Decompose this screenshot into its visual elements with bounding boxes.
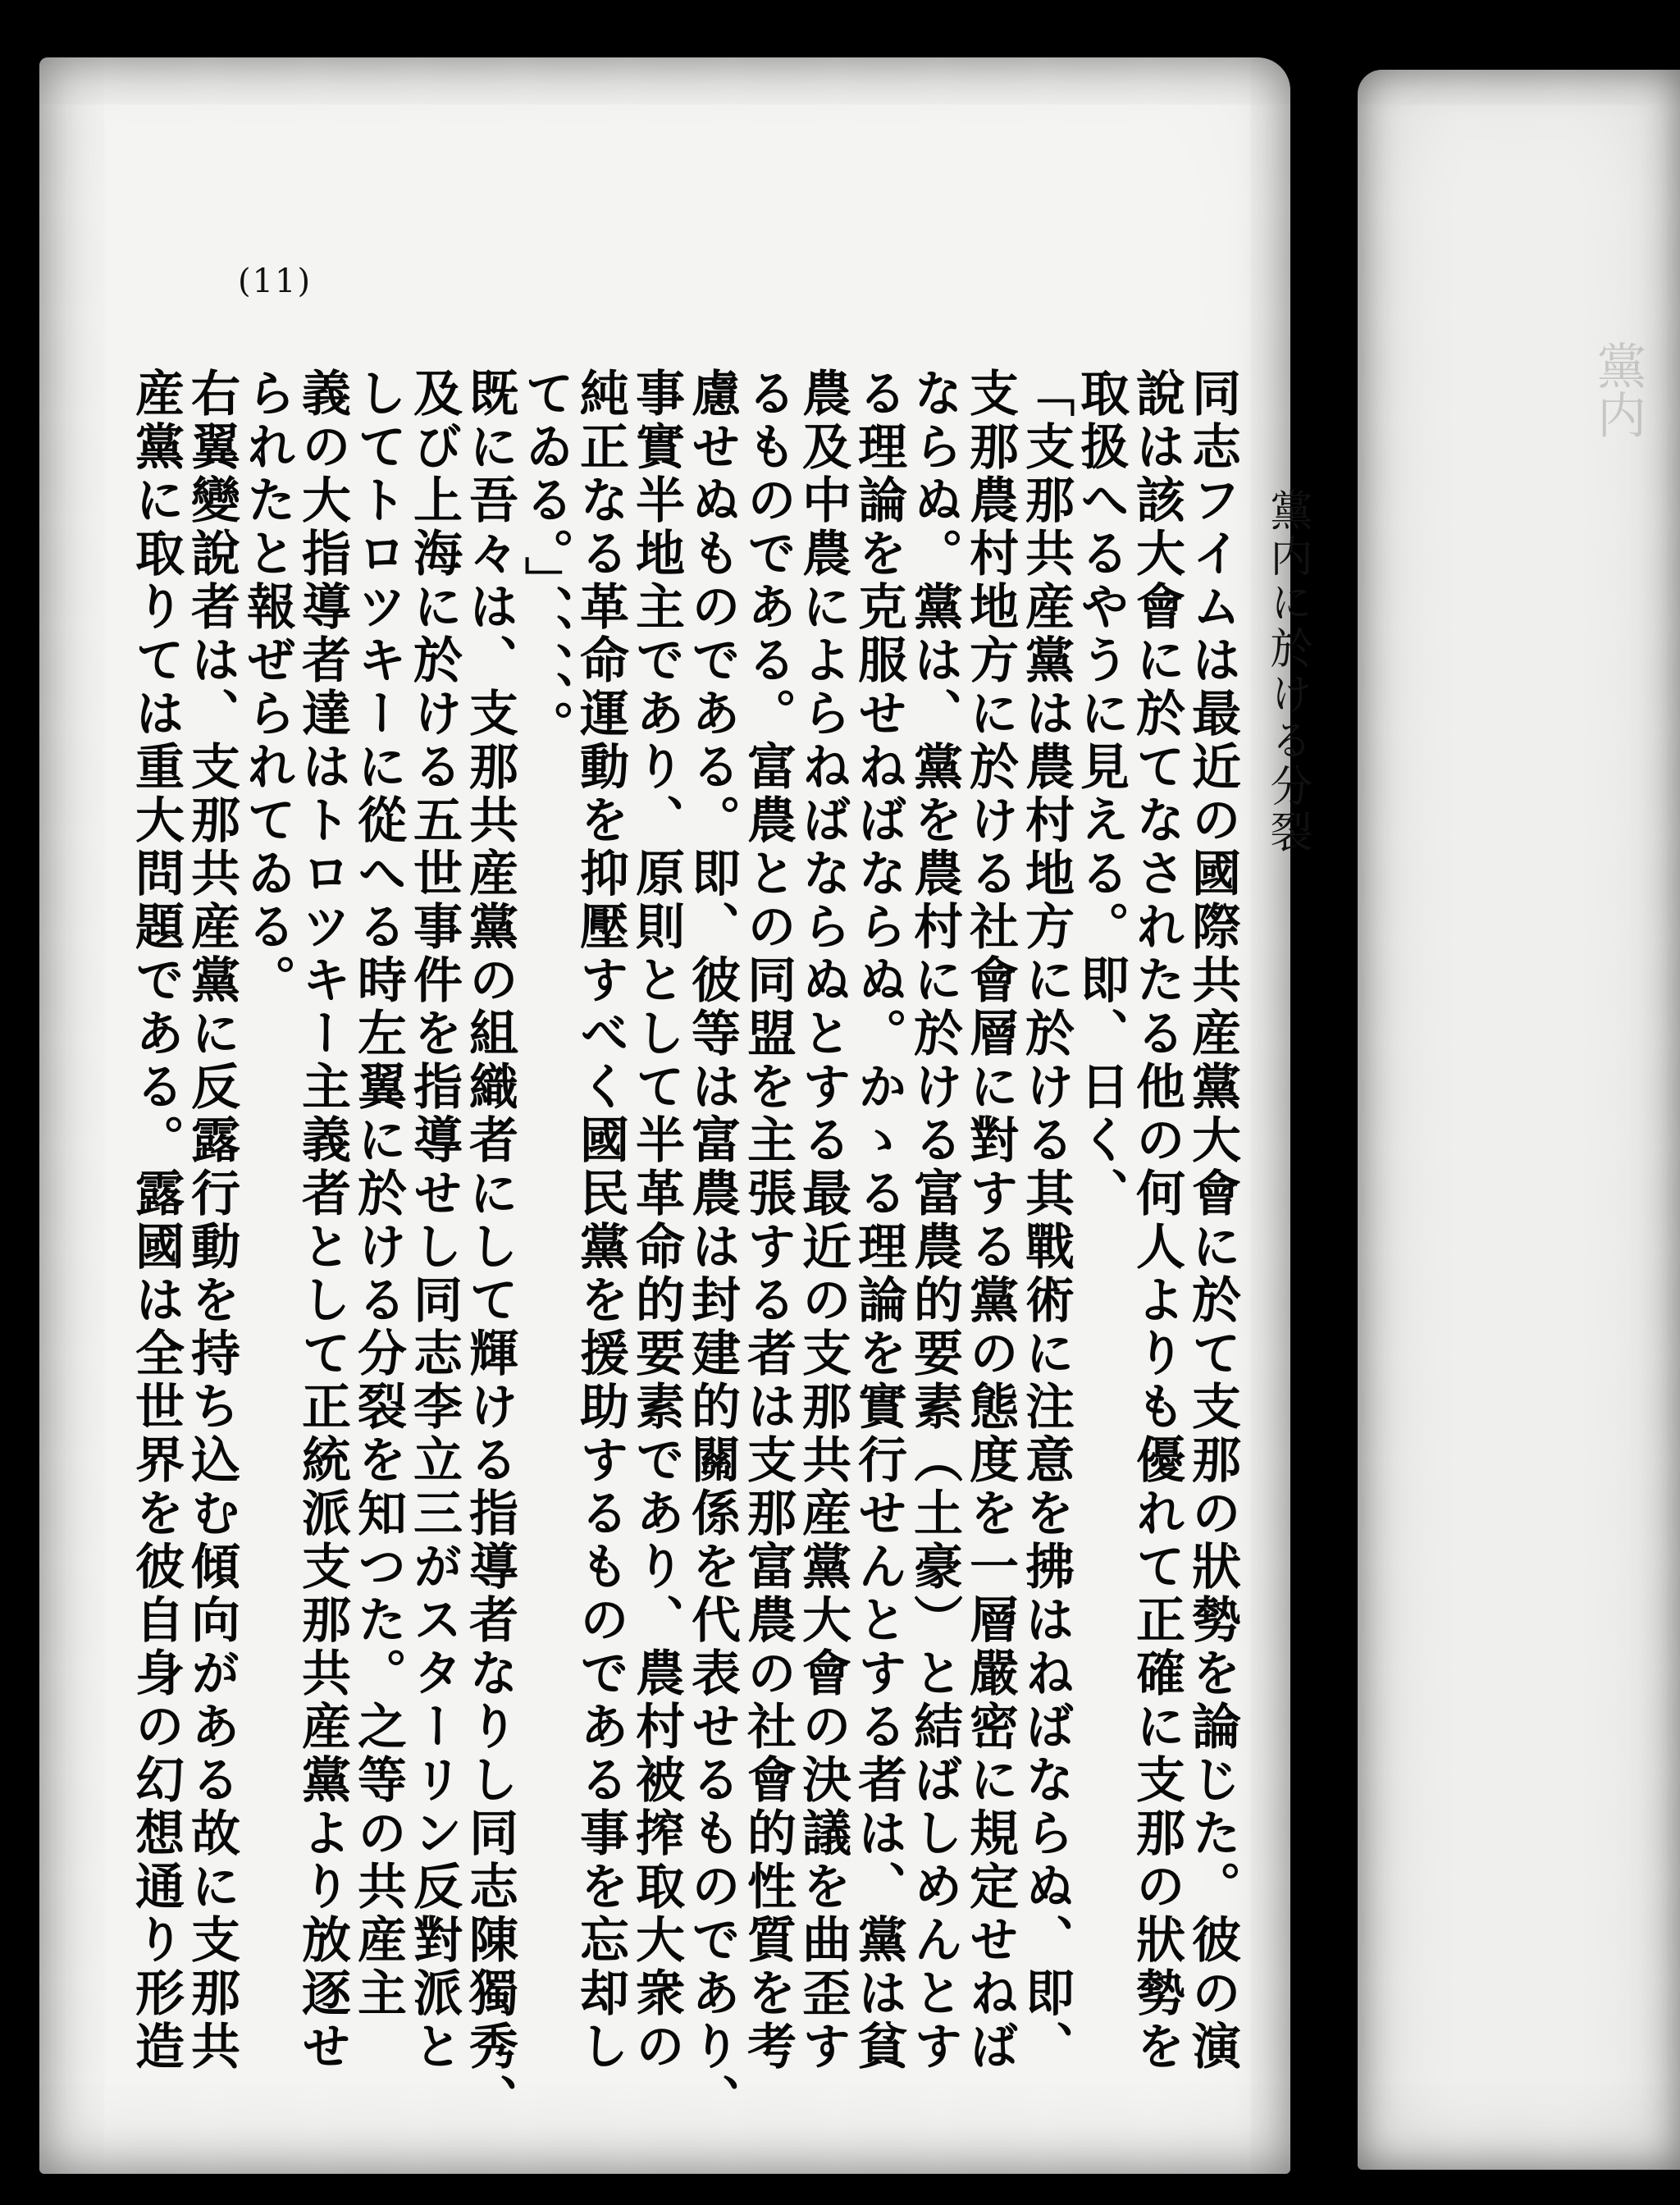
text-column-7: る理論を克服せねばならぬ。かゝる理論を實行せんとする者は、黨は貧	[850, 368, 907, 2074]
text-column-15: 及び上海に於ける五世事件を指導せし同志李立三がスターリン反對派と	[405, 368, 463, 2074]
text-column-13: てゐる。」、、、、。	[517, 368, 574, 753]
text-column-14: 既に吾々は、支那共産黨の組織者にして輝ける指導者なりし同志陳獨秀、	[461, 368, 518, 2127]
section-heading: 黨内に於ける分裂	[1262, 488, 1312, 856]
text-column-4: 「支那共産黨は農村地方に於ける其戰術に注意を拂はねばならぬ、即、	[1017, 368, 1075, 2074]
text-column-6: ならぬ。黨は、黨を農村に於ける富農的要素（土豪）と結ばしめんとす	[906, 368, 963, 2074]
text-column-18: られたと報ぜられてゐる。	[239, 368, 296, 1007]
text-column-2: 說は該大會に於てなされたる他の何人よりも優れて正確に支那の狀勢を	[1128, 368, 1185, 2074]
next-page-edge	[1358, 70, 1680, 2170]
text-column-9: るものである。富農との同盟を主張する者は支那富農の社會的性質を考	[739, 368, 797, 2074]
text-column-1: 同志フイムは最近の國際共産黨大會に於て支那の狀勢を論じた。彼の演	[1184, 368, 1241, 2074]
text-column-17: 義の大指導者達はトロツキー主義者として正統派支那共産黨より放逐せ	[294, 368, 351, 2074]
text-column-3: 取扱へるやうに見える。即、日く、	[1072, 368, 1130, 1221]
page-number: (11)	[238, 262, 313, 300]
next-page-bleed-text: 黨内	[1589, 340, 1646, 439]
text-column-5: 支那農村地方に於ける社會層に對する黨の態度を一層嚴密に規定せねば	[961, 368, 1019, 2074]
text-column-16: してトロツキーに從へる時左翼に於ける分裂を知つた。之等の共産主	[349, 368, 407, 2020]
text-column-20: 産黨に取りては重大問題である。露國は全世界を彼自身の幻想通り形造	[127, 368, 185, 2074]
text-column-8: 農及中農によらねばならぬとする最近の支那共産黨大會の決議を曲歪す	[794, 368, 851, 2074]
text-column-10: 慮せぬものである。即、彼等は富農は封建的關係を代表せるものであり、	[683, 368, 741, 2127]
book-page	[39, 57, 1312, 2174]
text-column-12: 純正なる革命運動を抑壓すべく國民黨を援助するものである事を忘却し	[572, 368, 629, 2074]
text-column-11: 事實半地主であり、原則として半革命的要素であり、農村被搾取大衆の	[628, 368, 685, 2074]
text-column-19: 右翼變說者は、支那共産黨に反露行動を持ち込む傾向がある故に支那共	[183, 368, 240, 2074]
